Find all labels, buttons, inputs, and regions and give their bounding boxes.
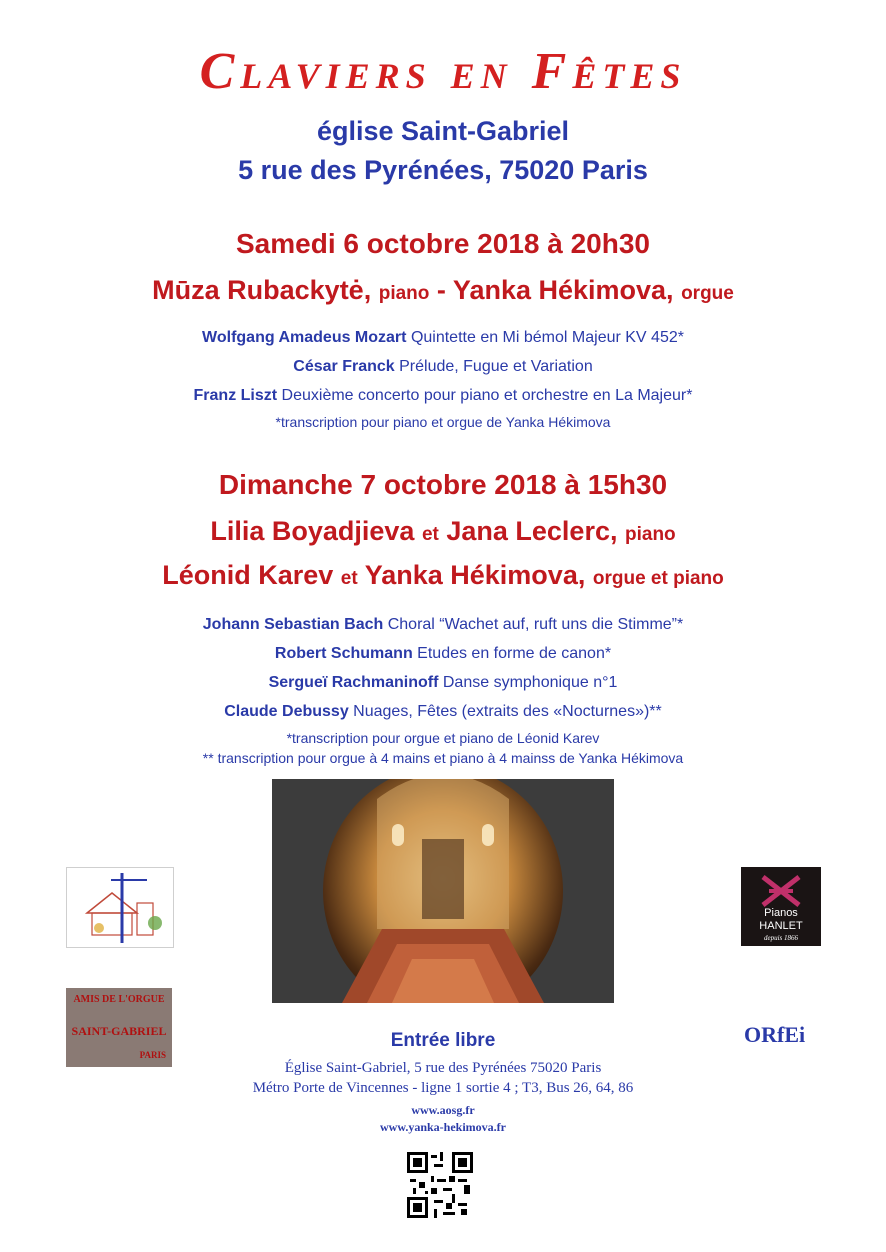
program-item — [0, 329, 886, 347]
logo-text: depuis 1866 — [763, 934, 799, 942]
conjunction: et — [421, 524, 439, 545]
work: Prélude, Fugue et Variation — [399, 358, 593, 375]
performer-name: Yanka Hékimova, — [452, 275, 674, 305]
pianos-hanlet-logo — [741, 867, 821, 946]
work: Quintette en Mi bémol Majeur KV 452* — [410, 329, 684, 346]
qr-code[interactable] — [407, 1152, 473, 1218]
performer-name: Mūza Rubackytė, — [152, 275, 372, 305]
logo-text: Pianos — [764, 907, 798, 919]
performer-name: Jana Leclerc, — [446, 516, 618, 546]
footer-transport: Métro Porte de Vincennes - ligne 1 sortie 4 ; T3, Bus 26, 64, 86 — [252, 1080, 634, 1096]
performer-instrument: orgue — [681, 283, 734, 304]
performer-instrument: piano — [625, 524, 676, 545]
church-drawing-logo — [66, 867, 174, 948]
separator: - — [436, 275, 446, 305]
venue-address: 5 rue des Pyrénées, 75020 Paris — [238, 155, 648, 185]
logo-text: SAINT-GABRIEL — [71, 1024, 167, 1038]
program-item — [0, 616, 886, 634]
poster-title: Claviers en Fêtes — [199, 43, 687, 100]
transcription-note: ** transcription pour orgue à 4 mains et piano à 4 mainss de Yanka Hékimova — [202, 750, 684, 766]
program-item — [0, 703, 886, 721]
program-item — [0, 358, 886, 376]
composer: Sergueï Rachmaninoff — [268, 674, 439, 691]
orfei-logo: ORfEi — [744, 1022, 806, 1047]
composer: Robert Schumann — [274, 645, 413, 662]
transcription-note: *transcription pour orgue et piano de Léonid Karev — [286, 730, 600, 746]
transcription-note: *transcription pour piano et orgue de Yanka Hékimova — [275, 414, 611, 430]
work: Deuxième concerto pour piano et orchestre en La Majeur* — [281, 387, 693, 404]
program-item — [0, 645, 886, 663]
work: Choral “Wachet auf, ruft uns die Stimme”* — [387, 616, 684, 633]
performer-instrument: piano — [378, 283, 430, 304]
concert1-date: Samedi 6 octobre 2018 à 20h30 — [236, 228, 650, 259]
work: Nuages, Fêtes (extraits des «Nocturnes»)** — [353, 703, 662, 720]
composer: Claude Debussy — [224, 703, 349, 720]
composer: Wolfgang Amadeus Mozart — [202, 329, 407, 346]
entry-free: Entrée libre — [390, 1030, 496, 1051]
concert2-date: Dimanche 7 octobre 2018 à 15h30 — [218, 469, 668, 500]
conjunction: et — [340, 568, 358, 589]
performer-name: Yanka Hékimova, — [364, 560, 586, 590]
footer-address: Église Saint-Gabriel, 5 rue des Pyrénées 75020 Paris — [284, 1060, 602, 1076]
work: Danse symphonique n°1 — [442, 674, 618, 691]
composer: César Franck — [293, 358, 395, 375]
website-link[interactable]: www.aosg.fr — [411, 1103, 475, 1117]
performer-instrument: orgue et piano — [592, 568, 724, 589]
work: Etudes en forme de canon* — [417, 645, 612, 662]
concert2-performers-1 — [0, 516, 886, 547]
amis-orgue-logo — [66, 988, 172, 1067]
venue-name: église Saint-Gabriel — [316, 116, 570, 146]
composer: Johann Sebastian Bach — [202, 616, 384, 633]
logo-text: AMIS DE L'ORGUE — [73, 994, 165, 1005]
concert1-performers — [0, 275, 886, 306]
program-item — [0, 387, 886, 405]
logo-text: HANLET — [759, 920, 803, 932]
website-link[interactable]: www.yanka-hekimova.fr — [379, 1120, 506, 1134]
logo-text: PARIS — [139, 1050, 166, 1060]
performer-name: Léonid Karev — [162, 560, 334, 590]
concert2-performers-2 — [0, 560, 886, 591]
composer: Franz Liszt — [193, 387, 278, 404]
church-interior-photo — [272, 779, 614, 1003]
performer-name: Lilia Boyadjieva — [210, 516, 415, 546]
program-item — [0, 674, 886, 692]
